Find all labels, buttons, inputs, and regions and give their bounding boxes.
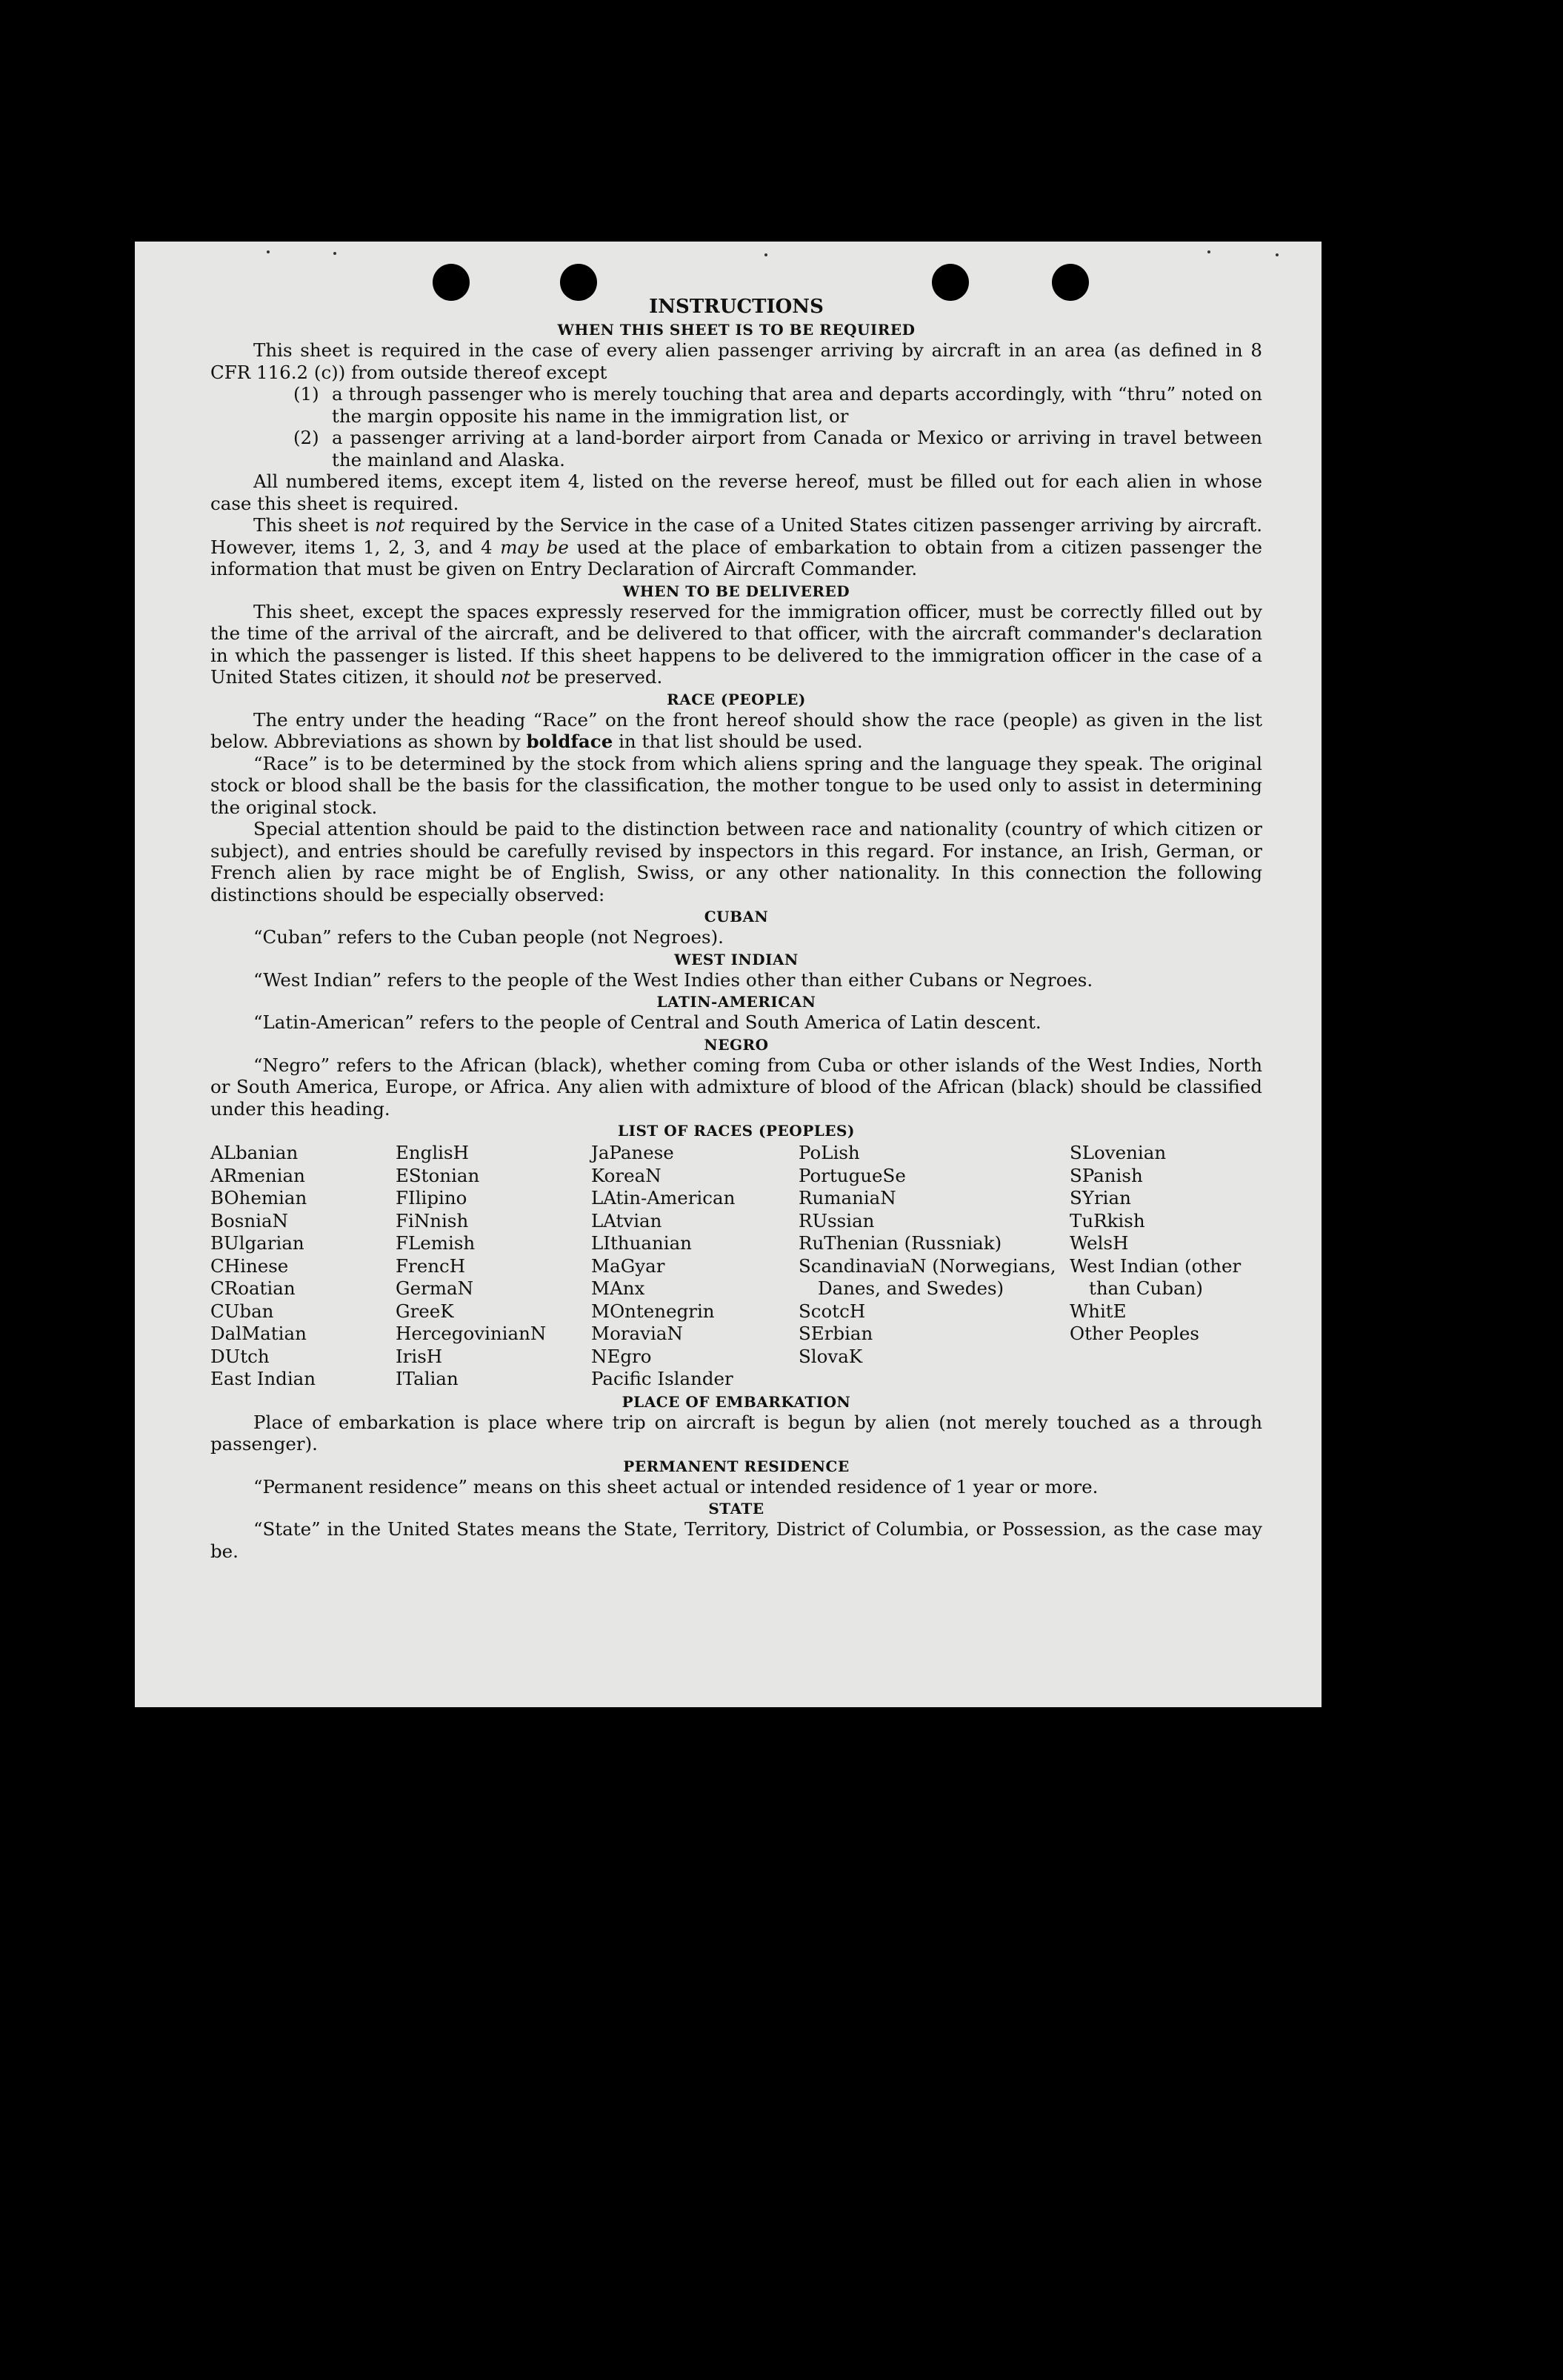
races-column <box>1070 1142 1262 1391</box>
race-entry: JaPanese <box>591 1142 674 1163</box>
emphasis-text: not <box>500 666 531 688</box>
races-column <box>396 1142 591 1391</box>
paragraph-permanent-residence: “Permanent residence” means on this sheet actual or intended residence of 1 year or more. <box>253 1475 1099 1498</box>
heading-cuban: CUBAN <box>704 908 769 925</box>
paragraph-delivered <box>210 601 1262 688</box>
races-column <box>799 1142 1070 1391</box>
race-entry: FLemish <box>396 1232 476 1254</box>
race-entry: BUlgarian <box>210 1232 304 1254</box>
speck <box>333 252 336 255</box>
paragraph-race-stock: “Race” is to be determined by the stock from which aliens spring and the language they speak. The original stock or blood shall be the basis for the classification, the mother tongue to be used only to assist in determining the original stock. <box>210 752 1262 818</box>
race-entry: HercegovinianN <box>396 1323 547 1344</box>
race-entry: EnglisH <box>396 1142 469 1163</box>
document-page <box>135 242 1322 1707</box>
heading-permanent-residence: PERMANENT RESIDENCE <box>623 1457 850 1475</box>
race-entry: ALbanian <box>210 1142 299 1163</box>
text-run: The entry under the heading “Race” on the front hereof should show the race (people) as given in the list below. Abbreviations as shown by <box>210 708 1262 752</box>
race-entry: SPanish <box>1070 1164 1143 1186</box>
text-run: in that list should be used. <box>613 731 863 752</box>
race-entry: MoraviaN <box>591 1323 683 1344</box>
race-entry: KoreaN <box>591 1164 661 1186</box>
race-entry: ScotcH <box>799 1300 866 1322</box>
race-entry: NEgro <box>591 1345 652 1367</box>
race-entry: PoLish <box>799 1142 860 1163</box>
exception-text: a passenger arriving at a land-border airport from Canada or Mexico or arriving in travel between the mainland and Alaska. <box>332 427 1262 471</box>
race-entry: BOhemian <box>210 1187 307 1209</box>
paragraph-embarkation: Place of embarkation is place where trip on aircraft is begun by alien (not merely touched as a through passenger). <box>210 1411 1262 1455</box>
race-entry: East Indian <box>210 1368 316 1389</box>
race-entry: ScandinaviaN (Norwegians, Danes, and Swedes) <box>799 1254 1056 1299</box>
races-list <box>210 1142 1262 1391</box>
bold-text: boldface <box>526 731 613 752</box>
heading-state: STATE <box>708 1500 764 1518</box>
heading-race: RACE (PEOPLE) <box>667 690 806 708</box>
text-run: required by the Service in the case of a United States citizen passenger arriving by aircraft. However, items 1, 2, 3, and 4 <box>210 514 1263 558</box>
race-entry: SErbian <box>799 1323 873 1344</box>
heading-embarkation: PLACE OF EMBARKATION <box>621 1392 851 1411</box>
heading-latin-american: LATIN-AMERICAN <box>656 993 816 1011</box>
race-entry: LAtvian <box>591 1209 662 1231</box>
speck <box>267 250 270 253</box>
races-column <box>591 1142 799 1391</box>
race-entry: Pacific Islander <box>591 1368 733 1389</box>
race-entry: RumaniaN <box>799 1187 896 1209</box>
emphasis-text: not <box>375 514 405 536</box>
text-run: used at the place of embarkation to obtain from a citizen passenger the information that must be given on Entry Declaration of Aircraft Commander. <box>210 536 1262 579</box>
race-entry: IrisH <box>396 1345 443 1367</box>
race-entry: CHinese <box>210 1254 289 1277</box>
definition-negro: “Negro” refers to the African (black), whether coming from Cuba or other islands of the West Indies, North or South America, Europe, or Africa. Any alien with admixture of blood of the African (black) should be classified under this heading. <box>210 1054 1262 1120</box>
emphasis-text: may be <box>500 536 569 558</box>
definition-cuban: “Cuban” refers to the Cuban people (not Negroes). <box>253 926 724 948</box>
race-entry: PortugueSe <box>799 1164 906 1186</box>
race-entry: DalMatian <box>210 1323 307 1344</box>
page-title: INSTRUCTIONS <box>649 296 824 318</box>
paragraph-intro: This sheet is required in the case of every alien passenger arriving by aircraft in an area (as defined in 8 CFR 116.2 (c)) from outside thereof except <box>210 339 1262 383</box>
exception-number: (1) <box>293 383 319 405</box>
speck <box>1276 253 1279 256</box>
paragraph-citizen <box>210 514 1262 580</box>
paragraph-race-entry <box>210 709 1262 753</box>
race-entry: FrencH <box>396 1254 466 1277</box>
exception-item <box>293 383 1262 427</box>
instructions-text <box>210 295 1262 1562</box>
race-entry: Other Peoples <box>1070 1323 1199 1344</box>
race-entry: RuThenian (Russniak) <box>799 1232 1002 1254</box>
text-run: be preserved. <box>530 666 663 688</box>
race-entry: EStonian <box>396 1164 480 1186</box>
race-entry: MOntenegrin <box>591 1300 715 1322</box>
race-entry: FiNnish <box>396 1209 469 1231</box>
text-run: This sheet is <box>253 514 376 536</box>
race-entry: BosniaN <box>210 1209 288 1231</box>
paragraph-state: “State” in the United States means the State, Territory, District of Columbia, or Possession, as the case may be. <box>210 1518 1262 1562</box>
heading-when-delivered: WHEN TO BE DELIVERED <box>622 582 850 600</box>
heading-list-of-races: LIST OF RACES (PEOPLES) <box>618 1122 855 1140</box>
races-column <box>210 1142 396 1391</box>
race-entry: DUtch <box>210 1345 270 1367</box>
race-entry: TuRkish <box>1070 1209 1145 1231</box>
race-entry: MaGyar <box>591 1254 665 1277</box>
heading-negro: NEGRO <box>704 1035 769 1054</box>
race-entry: RUssian <box>799 1209 875 1231</box>
exception-text: a through passenger who is merely touching that area and departs accordingly, with “thru” noted on the margin opposite his name in the immigration list, or <box>332 383 1262 427</box>
race-entry: SlovaK <box>799 1345 863 1367</box>
race-entry: LAtin-American <box>591 1187 736 1209</box>
race-entry: LIthuanian <box>591 1232 692 1254</box>
race-entry: WhitE <box>1070 1300 1127 1322</box>
race-entry: SYrian <box>1070 1187 1131 1209</box>
text-run: This sheet, except the spaces expressly reserved for the immigration officer, must be correctly filled out by the time of the arrival of the aircraft, and be delivered to that officer, with the aircraft commander's declaration in which the passenger is listed. If this sheet happens to be delivered to the immigration officer in the case of a United States citizen, it should <box>210 600 1262 688</box>
race-entry: WelsH <box>1070 1232 1129 1254</box>
speck <box>1207 250 1210 253</box>
exception-number: (2) <box>293 427 319 448</box>
definition-latin-american: “Latin-American” refers to the people of Central and South America of Latin descent. <box>253 1011 1042 1033</box>
paragraph-race-nationality: Special attention should be paid to the distinction between race and nationality (country of which citizen or subject), and entries should be carefully revised by inspectors in this regard. For instance, an Irish, German, or French alien by race might be of English, Swiss, or any other nationality. In this connection the following distinctions should be especially observed: <box>210 818 1262 905</box>
race-entry: CUban <box>210 1300 274 1322</box>
race-entry: West Indian (other than Cuban) <box>1070 1254 1242 1299</box>
definition-west-indian: “West Indian” refers to the people of the West Indies other than either Cubans or Negroes. <box>253 968 1093 991</box>
race-entry: ARmenian <box>210 1164 305 1186</box>
race-entry: MAnx <box>591 1277 645 1299</box>
race-entry: FIlipino <box>396 1187 467 1209</box>
race-entry: SLovenian <box>1070 1142 1167 1163</box>
race-entry: ITalian <box>396 1368 459 1389</box>
speck <box>764 253 767 256</box>
exception-item <box>293 427 1262 471</box>
heading-west-indian: WEST INDIAN <box>674 950 799 968</box>
race-entry: CRoatian <box>210 1277 296 1299</box>
race-entry: GermaN <box>396 1277 474 1299</box>
race-entry: GreeK <box>396 1300 454 1322</box>
heading-when-required: WHEN THIS SHEET IS TO BE REQUIRED <box>557 321 916 339</box>
paragraph-numbered-items: All numbered items, except item 4, listed on the reverse hereof, must be filled out for each alien in whose case this sheet is required. <box>210 471 1262 514</box>
